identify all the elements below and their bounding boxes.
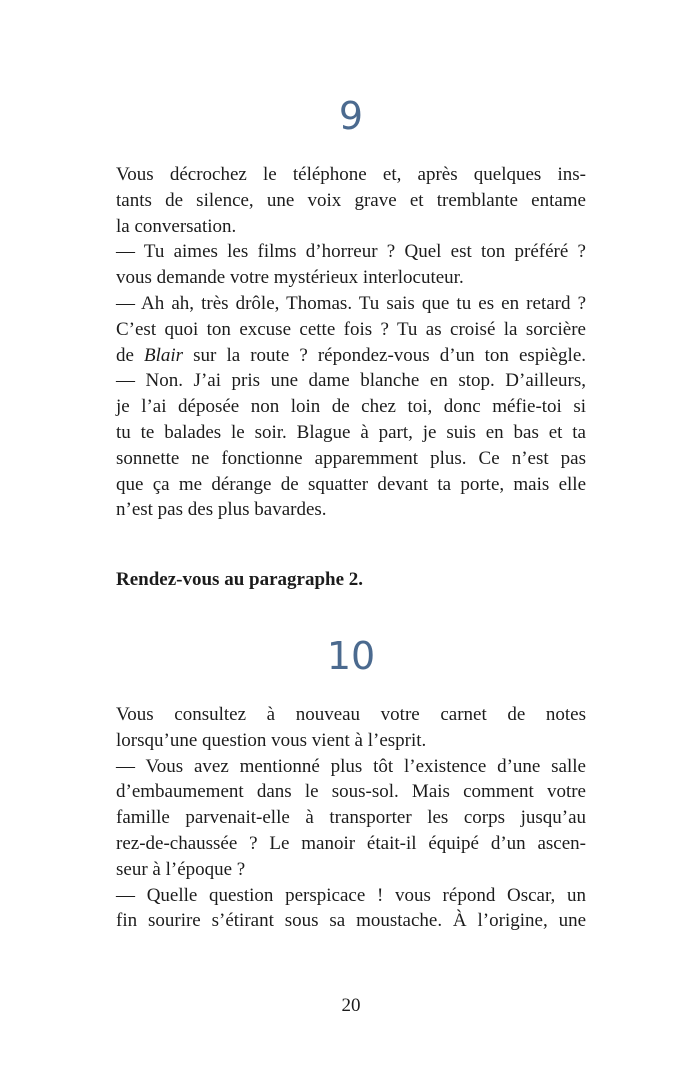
text-fragment: de — [116, 344, 134, 366]
text-line: que ça me dérange de squatter devant ta porte, mais elle — [116, 473, 586, 495]
text-line: rez-de-chaussée ? Le manoir était-il équipé d’un ascen- — [116, 832, 586, 854]
italic-title: Blair — [144, 344, 184, 366]
text-line: n’est pas des plus bavardes. — [116, 499, 327, 521]
text-line: Vous consultez à nouveau votre carnet de notes — [116, 704, 586, 725]
text-line: tants de silence, une voix grave et tremblante entame — [116, 189, 586, 211]
text-line: — Non. J’ai pris une dame blanche en stop. D’ailleurs, — [116, 370, 586, 392]
paragraph-10-text — [116, 702, 586, 934]
goto-instruction: Rendez-vous au paragraphe 2. — [116, 569, 364, 590]
text-line: vous demande votre mystérieux interlocuteur. — [116, 267, 464, 289]
text-line: je l’ai déposée non loin de chez toi, donc méfie-toi si — [116, 396, 586, 418]
paragraph-number-9: 9 — [338, 94, 364, 138]
text-line: d’embaumement dans le sous-sol. Mais comment votre — [116, 781, 586, 803]
text-line-with-italic — [116, 343, 586, 369]
text-line: la conversation. — [116, 215, 237, 237]
text-line: tu te balades le soir. Blague à part, je suis en bas et ta — [116, 421, 586, 443]
text-line: — Quelle question perspicace ! vous répond Oscar, un — [116, 884, 586, 906]
text-line: famille parvenait-elle à transporter les corps jusqu’au — [116, 807, 586, 829]
text-line: C’est quoi ton excuse cette fois ? Tu as croisé la sorcière — [116, 318, 586, 340]
book-page — [116, 0, 586, 1077]
text-line: sonnette ne fonctionne apparemment plus. Ce n’est pas — [116, 447, 586, 469]
text-line: seur à l’époque ? — [116, 858, 246, 880]
text-line: fin sourire s’étirant sous sa moustache. À l’origine, une — [116, 910, 586, 932]
paragraph-number-10: 10 — [326, 634, 376, 678]
text-line: — Ah ah, très drôle, Thomas. Tu sais que tu es en retard ? — [116, 292, 586, 314]
text-fragment: sur la route ? répondez-vous d’un ton espiègle. — [193, 344, 587, 366]
text-line: — Tu aimes les films d’horreur ? Quel est ton préféré ? — [116, 241, 586, 263]
text-line: — Vous avez mentionné plus tôt l’existence d’une salle — [116, 755, 586, 777]
text-line: lorsqu’une question vous vient à l’esprit. — [116, 729, 427, 751]
paragraph-9-text — [116, 162, 586, 523]
page-number: 20 — [341, 995, 361, 1016]
text-line: Vous décrochez le téléphone et, après quelques ins- — [116, 164, 586, 185]
